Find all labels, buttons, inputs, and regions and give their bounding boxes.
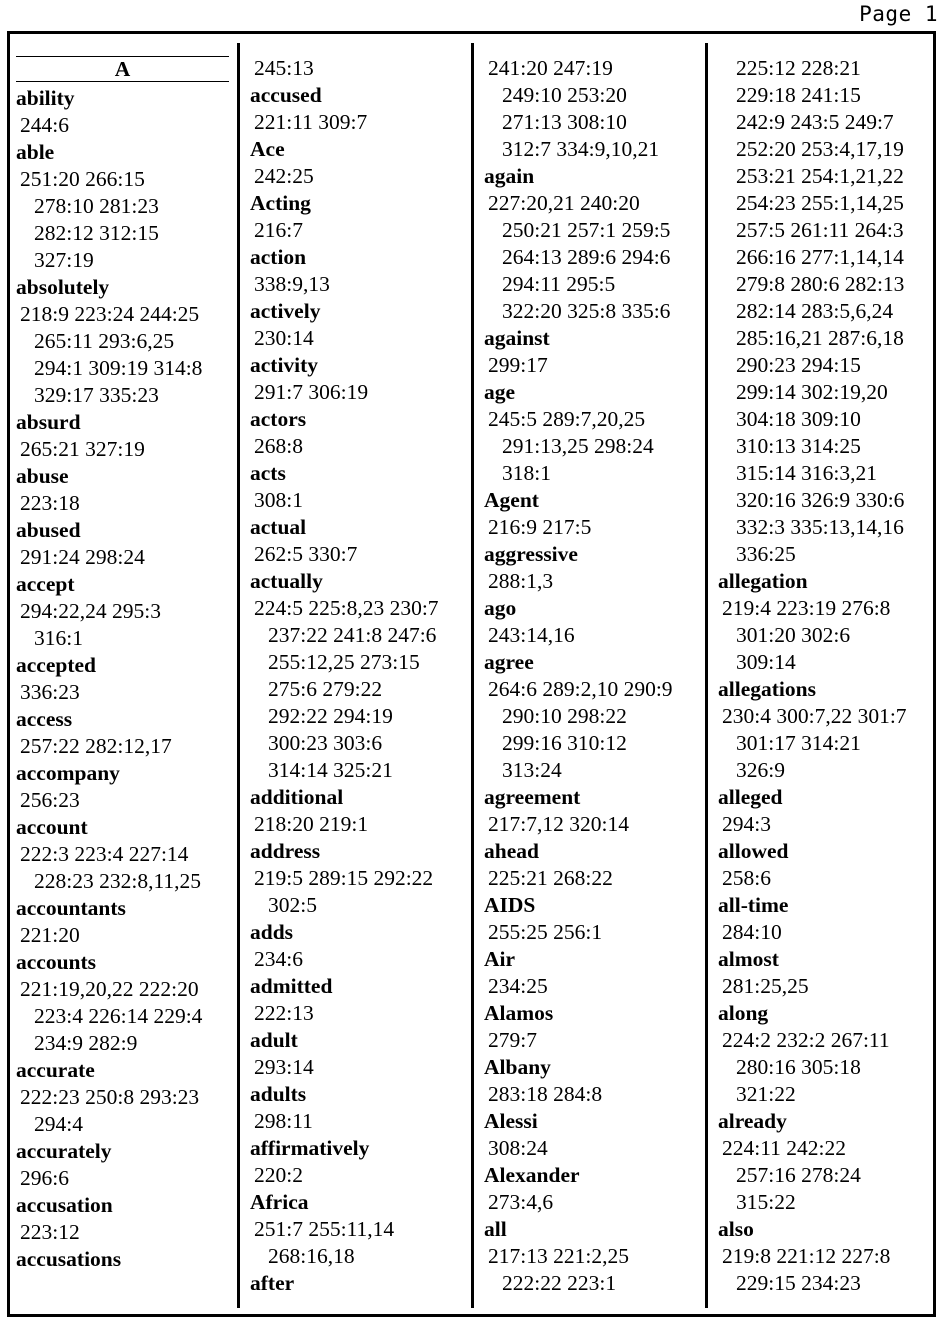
page-line-references-continued: 314:14 325:21 — [268, 758, 393, 782]
index-term: age — [484, 380, 516, 404]
page-line-references: 222:13 — [254, 1001, 314, 1025]
page-line-references: 256:23 — [20, 788, 80, 812]
page-line-references: 218:9 223:24 244:25 — [20, 302, 200, 326]
page-line-references-continued: 237:22 241:8 247:6 — [268, 623, 437, 647]
page-line-references-continued: 322:20 325:8 335:6 — [502, 299, 671, 323]
page-line-references-continued: 315:14 316:3,21 — [736, 461, 877, 485]
page-line-references-continued: 304:18 309:10 — [736, 407, 861, 431]
page-line-references: 230:4 300:7,22 301:7 — [722, 704, 907, 728]
index-term: access — [16, 707, 73, 731]
page-line-references: 222:3 223:4 227:14 — [20, 842, 189, 866]
index-column-3 — [484, 55, 706, 1297]
index-term: accusation — [16, 1193, 113, 1217]
page-number-label: Page 1 — [859, 2, 938, 26]
index-term: ability — [16, 86, 75, 110]
index-term: address — [250, 839, 321, 863]
page-line-references-continued: 225:12 228:21 — [736, 56, 861, 80]
index-term: Africa — [250, 1190, 309, 1214]
index-term: all — [484, 1217, 507, 1241]
index-term: Alessi — [484, 1109, 538, 1133]
page-line-references-continued: 223:4 226:14 229:4 — [34, 1004, 203, 1028]
index-term: accompany — [16, 761, 120, 785]
page-line-references: 243:14,16 — [488, 623, 575, 647]
index-term: absolutely — [16, 275, 110, 299]
page-line-references: 291:24 298:24 — [20, 545, 145, 569]
page-line-references-continued: 294:11 295:5 — [502, 272, 616, 296]
index-term: accepted — [16, 653, 96, 677]
page-line-references-continued: 326:9 — [736, 758, 785, 782]
page-line-references: 294:3 — [722, 812, 771, 836]
page-line-references: 217:7,12 320:14 — [488, 812, 629, 836]
page-line-references: 234:6 — [254, 947, 303, 971]
index-term: Ace — [250, 137, 285, 161]
page-line-references-continued: 292:22 294:19 — [268, 704, 393, 728]
index-term: Alamos — [484, 1001, 554, 1025]
page-line-references: 225:21 268:22 — [488, 866, 613, 890]
page-line-references: 227:20,21 240:20 — [488, 191, 640, 215]
page-line-references: 221:19,20,22 222:20 — [20, 977, 199, 1001]
index-term: actively — [250, 299, 321, 323]
page-line-references-continued: 275:6 279:22 — [268, 677, 383, 701]
page-line-references: 338:9,13 — [254, 272, 330, 296]
page-line-references-continued: 228:23 232:8,11,25 — [34, 869, 202, 893]
page-line-references-continued: 309:14 — [736, 650, 796, 674]
page-line-references: 265:21 327:19 — [20, 437, 145, 461]
index-term: Albany — [484, 1055, 551, 1079]
index-term: accounts — [16, 950, 97, 974]
page-line-references-continued: 313:24 — [502, 758, 562, 782]
page-line-references: 221:11 309:7 — [254, 110, 368, 134]
page-line-references-continued: 278:10 281:23 — [34, 194, 159, 218]
page-line-references: 242:25 — [254, 164, 314, 188]
index-term: Alexander — [484, 1163, 580, 1187]
page-line-references-continued: 253:21 254:1,21,22 — [736, 164, 904, 188]
index-term: accurately — [16, 1139, 112, 1163]
page-line-references-continued: 254:23 255:1,14,25 — [736, 191, 904, 215]
index-term: accurate — [16, 1058, 95, 1082]
page-line-references: 273:4,6 — [488, 1190, 554, 1214]
index-column-4 — [718, 55, 940, 1297]
page-line-references: 264:6 289:2,10 290:9 — [488, 677, 673, 701]
page-line-references: 219:5 289:15 292:22 — [254, 866, 434, 890]
page-line-references-continued: 318:1 — [502, 461, 551, 485]
index-term: adds — [250, 920, 294, 944]
page-line-references-continued: 301:17 314:21 — [736, 731, 861, 755]
page-line-references-continued: 336:25 — [736, 542, 796, 566]
index-term: along — [718, 1001, 769, 1025]
index-term: actually — [250, 569, 323, 593]
index-term: almost — [718, 947, 779, 971]
page-line-references: 281:25,25 — [722, 974, 809, 998]
index-term: Acting — [250, 191, 311, 215]
index-term: additional — [250, 785, 344, 809]
page-line-references: 296:6 — [20, 1166, 69, 1190]
index-term: allowed — [718, 839, 789, 863]
page-line-references-continued: 294:4 — [34, 1112, 83, 1136]
page-line-references: 220:2 — [254, 1163, 303, 1187]
page-line-references: 224:5 225:8,23 230:7 — [254, 596, 439, 620]
page-line-references-continued: 229:15 234:23 — [736, 1271, 861, 1295]
page-line-references-continued: 329:17 335:23 — [34, 383, 159, 407]
index-term: already — [718, 1109, 787, 1133]
index-term: Air — [484, 947, 516, 971]
page-line-references-continued: 321:22 — [736, 1082, 796, 1106]
page-line-references: 299:17 — [488, 353, 548, 377]
page-line-references: 279:7 — [488, 1028, 537, 1052]
page-line-references-continued: 257:16 278:24 — [736, 1163, 861, 1187]
page-line-references-continued: 290:10 298:22 — [502, 704, 627, 728]
index-term: activity — [250, 353, 319, 377]
index-term: acts — [250, 461, 286, 485]
index-term: AIDS — [484, 893, 536, 917]
index-term: affirmatively — [250, 1136, 370, 1160]
page-line-references-continued: 290:23 294:15 — [736, 353, 861, 377]
page-line-references: 288:1,3 — [488, 569, 554, 593]
page-line-references: 284:10 — [722, 920, 782, 944]
page-line-references-continued: 250:21 257:1 259:5 — [502, 218, 671, 242]
index-term: actual — [250, 515, 307, 539]
page-line-references: 216:7 — [254, 218, 303, 242]
page-line-references: 293:14 — [254, 1055, 314, 1079]
page-line-references-continued: 282:12 312:15 — [34, 221, 159, 245]
page-line-references: 251:20 266:15 — [20, 167, 145, 191]
index-term: able — [16, 140, 55, 164]
index-term: accused — [250, 83, 322, 107]
page-line-references: 294:22,24 295:3 — [20, 599, 161, 623]
page-line-references: 258:6 — [722, 866, 771, 890]
index-term: adults — [250, 1082, 307, 1106]
index-term: allegations — [718, 677, 816, 701]
page-line-references: 224:11 242:22 — [722, 1136, 847, 1160]
page-line-references: 257:22 282:12,17 — [20, 734, 172, 758]
index-term: alleged — [718, 785, 783, 809]
page-line-references: 223:18 — [20, 491, 80, 515]
page-line-references-continued: 229:18 241:15 — [736, 83, 861, 107]
page-line-references-continued: 300:23 303:6 — [268, 731, 383, 755]
index-term: ago — [484, 596, 517, 620]
index-term: also — [718, 1217, 754, 1241]
index-term: adult — [250, 1028, 298, 1052]
index-term: accept — [16, 572, 75, 596]
page-line-references: 268:8 — [254, 434, 303, 458]
index-term: accountants — [16, 896, 126, 920]
page-line-references-continued: 299:16 310:12 — [502, 731, 627, 755]
index-term: ahead — [484, 839, 539, 863]
page-line-references-continued: 294:1 309:19 314:8 — [34, 356, 203, 380]
index-term: agreement — [484, 785, 581, 809]
page-line-references-continued: 316:1 — [34, 626, 83, 650]
page-line-references: 255:25 256:1 — [488, 920, 603, 944]
index-column-2 — [250, 55, 472, 1297]
index-term: agree — [484, 650, 534, 674]
page-line-references-continued: 249:10 253:20 — [502, 83, 627, 107]
page-line-references-continued: 299:14 302:19,20 — [736, 380, 888, 404]
page-line-references-continued: 271:13 308:10 — [502, 110, 627, 134]
index-term: action — [250, 245, 307, 269]
section-letter-heading: A — [16, 56, 229, 82]
page-line-references: 222:23 250:8 293:23 — [20, 1085, 200, 1109]
page-line-references: 251:7 255:11,14 — [254, 1217, 395, 1241]
page-line-references: 308:24 — [488, 1136, 548, 1160]
index-column-1 — [16, 46, 238, 1273]
page-line-references-continued: 222:22 223:1 — [502, 1271, 617, 1295]
page-line-references: 283:18 284:8 — [488, 1082, 603, 1106]
index-term: Agent — [484, 488, 539, 512]
page-line-references: 216:9 217:5 — [488, 515, 592, 539]
page-line-references-continued: 257:5 261:11 264:3 — [736, 218, 904, 242]
page-line-references-continued: 302:5 — [268, 893, 317, 917]
index-term: accusations — [16, 1247, 122, 1271]
page-line-references-continued: 301:20 302:6 — [736, 623, 851, 647]
page-line-references-continued: 280:16 305:18 — [736, 1055, 861, 1079]
page-line-references-continued: 279:8 280:6 282:13 — [736, 272, 905, 296]
page-line-references-continued: 282:14 283:5,6,24 — [736, 299, 894, 323]
page-line-references-continued: 327:19 — [34, 248, 94, 272]
page-line-references-continued: 266:16 277:1,14,14 — [736, 245, 904, 269]
index-term: abuse — [16, 464, 69, 488]
page-line-references: 219:4 223:19 276:8 — [722, 596, 891, 620]
page-line-references-continued: 315:22 — [736, 1190, 796, 1214]
page-line-references: 218:20 219:1 — [254, 812, 369, 836]
index-term: aggressive — [484, 542, 578, 566]
page-line-references-continued: 242:9 243:5 249:7 — [736, 110, 894, 134]
page-line-references: 308:1 — [254, 488, 303, 512]
index-term: account — [16, 815, 88, 839]
index-term: against — [484, 326, 550, 350]
index-term: abused — [16, 518, 81, 542]
page-line-references-continued: 320:16 326:9 330:6 — [736, 488, 905, 512]
index-term: absurd — [16, 410, 81, 434]
page-line-references: 244:6 — [20, 113, 69, 137]
page-line-references: 224:2 232:2 267:11 — [722, 1028, 890, 1052]
page-line-references: 221:20 — [20, 923, 80, 947]
page-line-references-continued: 252:20 253:4,17,19 — [736, 137, 904, 161]
page-line-references-continued: 268:16,18 — [268, 1244, 355, 1268]
page-line-references-continued: 310:13 314:25 — [736, 434, 861, 458]
page-line-references-continued: 332:3 335:13,14,16 — [736, 515, 904, 539]
page-line-references-continued: 264:13 289:6 294:6 — [502, 245, 671, 269]
index-term: again — [484, 164, 535, 188]
page-line-references: 241:20 247:19 — [488, 56, 613, 80]
page-line-references-continued: 312:7 334:9,10,21 — [502, 137, 660, 161]
page-line-references: 336:23 — [20, 680, 80, 704]
page-line-references: 217:13 221:2,25 — [488, 1244, 629, 1268]
page-line-references-continued: 234:9 282:9 — [34, 1031, 138, 1055]
index-term: allegation — [718, 569, 808, 593]
index-term: actors — [250, 407, 307, 431]
page-line-references: 230:14 — [254, 326, 314, 350]
page-line-references: 291:7 306:19 — [254, 380, 369, 404]
page-line-references: 223:12 — [20, 1220, 80, 1244]
page-line-references-continued: 291:13,25 298:24 — [502, 434, 654, 458]
index-term: all-time — [718, 893, 789, 917]
page-line-references-continued: 285:16,21 287:6,18 — [736, 326, 904, 350]
page-line-references: 262:5 330:7 — [254, 542, 358, 566]
page-line-references: 298:11 — [254, 1109, 313, 1133]
index-term: admitted — [250, 974, 333, 998]
page-line-references: 245:5 289:7,20,25 — [488, 407, 646, 431]
page-line-references: 219:8 221:12 227:8 — [722, 1244, 891, 1268]
page-line-references-continued: 255:12,25 273:15 — [268, 650, 420, 674]
page-line-references: 234:25 — [488, 974, 548, 998]
index-term: after — [250, 1271, 295, 1295]
page-line-references: 245:13 — [254, 56, 314, 80]
page-line-references-continued: 265:11 293:6,25 — [34, 329, 175, 353]
